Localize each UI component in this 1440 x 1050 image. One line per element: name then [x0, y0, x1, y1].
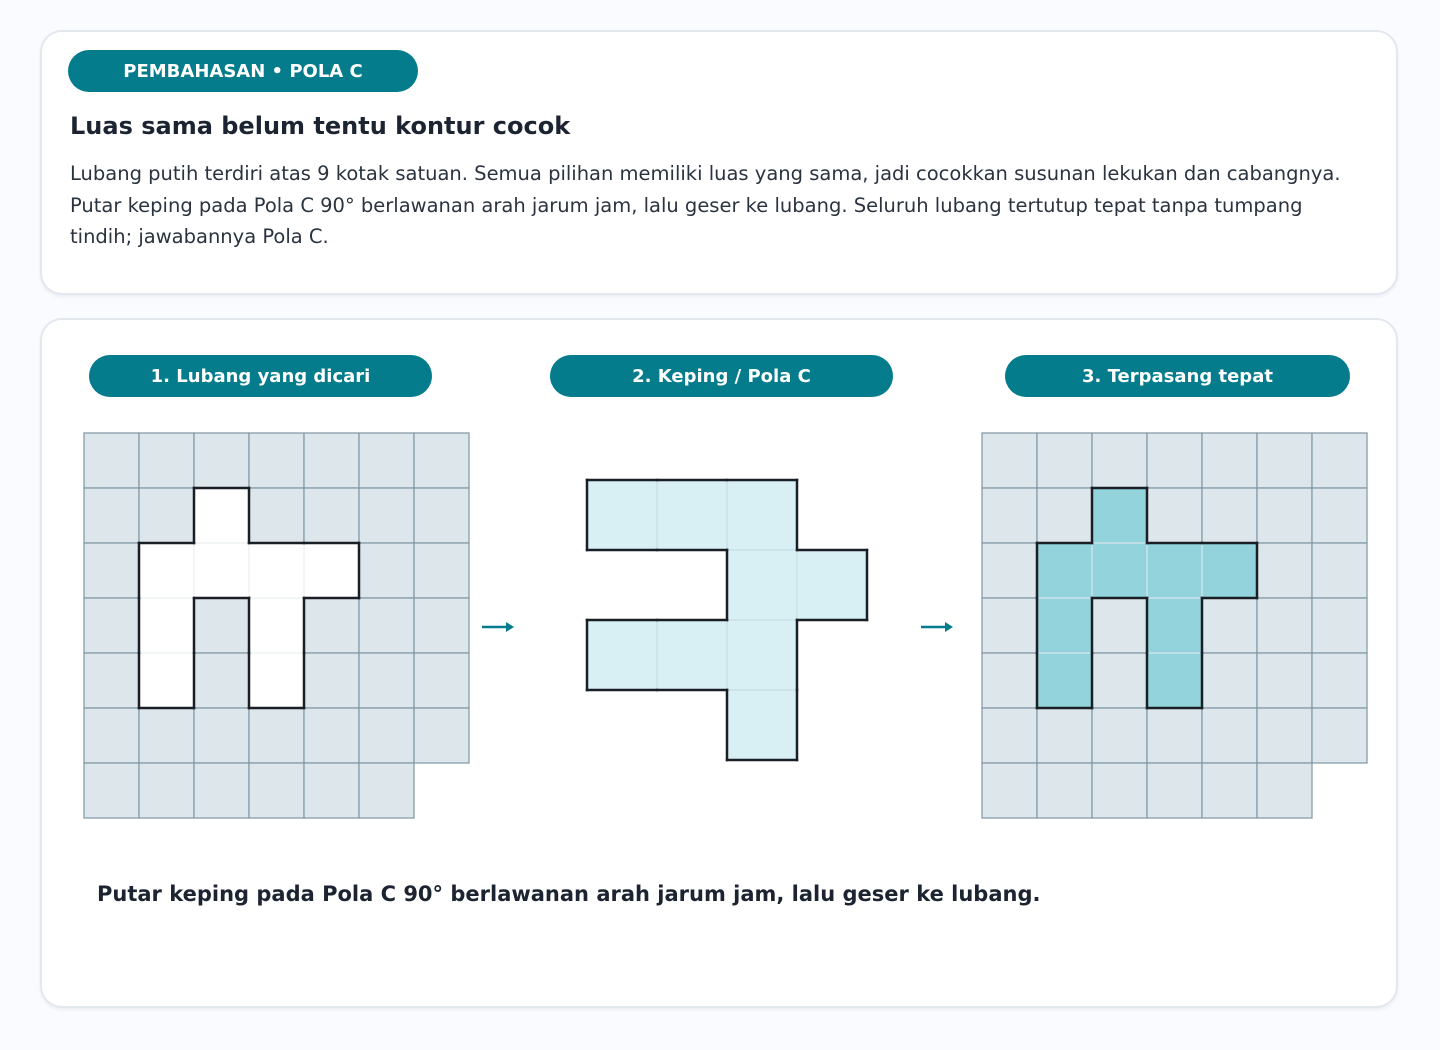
fitted-board: [982, 433, 1367, 818]
piece-cell: [587, 620, 657, 690]
hole-cell: [139, 653, 194, 708]
board-cell: [414, 598, 469, 653]
puzzle-diagram: [42, 320, 1398, 840]
board-cell: [194, 708, 249, 763]
board-cell: [359, 488, 414, 543]
step-label-fitted: 3. Terpasang tepat: [1005, 355, 1350, 397]
board-cell: [414, 433, 469, 488]
hole-board: [84, 433, 469, 818]
board-cell: [1312, 488, 1367, 543]
board-cell: [1202, 763, 1257, 818]
board-cell: [249, 763, 304, 818]
board-cell: [249, 488, 304, 543]
board-cell: [1312, 653, 1367, 708]
explanation-text: Lubang putih terdiri atas 9 kotak satuan. Semua pilihan memiliki luas yang sama, jadi cocokkan susunan lekukan dan cabangnya. Putar keping pada Pola C 90° berlawanan arah jarum jam, lalu geser ke lubang. Seluruh lubang tertutup tepat tanpa tumpang tindih; jawabannya Pola C.: [70, 162, 1341, 248]
fitted-cell: [1147, 598, 1202, 653]
piece-cell: [587, 480, 657, 550]
board-cell: [1257, 488, 1312, 543]
board-cell: [139, 708, 194, 763]
board-cell: [139, 763, 194, 818]
board-cell: [84, 598, 139, 653]
hole-cell: [139, 598, 194, 653]
fitted-cell: [1092, 543, 1147, 598]
board-cell: [1037, 763, 1092, 818]
board-cell: [1092, 708, 1147, 763]
board-cell: [304, 598, 359, 653]
board-cell: [1257, 708, 1312, 763]
diagram-card: [40, 318, 1398, 1008]
hole-cell: [139, 543, 194, 598]
arrow-right-icon: [921, 622, 953, 632]
board-cell: [1257, 653, 1312, 708]
board-cell: [1257, 763, 1312, 818]
section-tag: PEMBAHASAN • POLA C: [68, 50, 418, 92]
board-cell: [194, 598, 249, 653]
hole-cell: [249, 598, 304, 653]
fitted-cell: [1037, 653, 1092, 708]
board-cell: [1092, 598, 1147, 653]
arrow-right-icon: [482, 622, 514, 632]
board-cell: [194, 433, 249, 488]
board-cell: [359, 708, 414, 763]
hole-cell: [194, 543, 249, 598]
hole-cell: [249, 543, 304, 598]
hole-cell: [304, 543, 359, 598]
piece-cell: [727, 620, 797, 690]
board-cell: [1037, 708, 1092, 763]
hole-cell: [249, 653, 304, 708]
fitted-cell: [1147, 653, 1202, 708]
board-cell: [84, 543, 139, 598]
board-cell: [249, 708, 304, 763]
board-cell: [1202, 488, 1257, 543]
board-cell: [304, 488, 359, 543]
fitted-cell: [1037, 598, 1092, 653]
board-cell: [1312, 598, 1367, 653]
board-cell: [194, 653, 249, 708]
board-cell: [1257, 598, 1312, 653]
board-cell: [982, 543, 1037, 598]
piece-cell: [657, 480, 727, 550]
step-label-hole: 1. Lubang yang dicari: [89, 355, 432, 397]
piece-cell: [797, 550, 867, 620]
piece-pola-c: [587, 480, 867, 760]
explanation-card: [40, 30, 1398, 295]
board-cell: [982, 488, 1037, 543]
piece-cell: [727, 480, 797, 550]
rotation-instruction: Putar keping pada Pola C 90° berlawanan arah jarum jam, lalu geser ke lubang.: [97, 882, 1041, 906]
board-cell: [1037, 433, 1092, 488]
board-cell: [1202, 653, 1257, 708]
fitted-cell: [1147, 543, 1202, 598]
board-cell: [1092, 433, 1147, 488]
board-cell: [1312, 708, 1367, 763]
board-cell: [414, 708, 469, 763]
board-cell: [1202, 598, 1257, 653]
board-cell: [1147, 433, 1202, 488]
board-cell: [249, 433, 304, 488]
board-cell: [414, 488, 469, 543]
piece-cell: [727, 690, 797, 760]
board-cell: [1092, 653, 1147, 708]
board-cell: [982, 653, 1037, 708]
board-cell: [359, 653, 414, 708]
board-cell: [304, 763, 359, 818]
board-cell: [1202, 708, 1257, 763]
board-cell: [359, 433, 414, 488]
board-cell: [139, 488, 194, 543]
fitted-cell: [1092, 488, 1147, 543]
board-cell: [1037, 488, 1092, 543]
board-cell: [1312, 433, 1367, 488]
board-cell: [414, 543, 469, 598]
board-cell: [194, 763, 249, 818]
piece-cell: [727, 550, 797, 620]
board-cell: [304, 433, 359, 488]
board-cell: [982, 708, 1037, 763]
explanation-title: Luas sama belum tentu kontur cocok: [70, 112, 571, 140]
board-cell: [359, 543, 414, 598]
board-cell: [982, 433, 1037, 488]
board-cell: [139, 433, 194, 488]
board-cell: [84, 433, 139, 488]
board-cell: [304, 708, 359, 763]
board-cell: [982, 763, 1037, 818]
board-cell: [982, 598, 1037, 653]
board-cell: [84, 488, 139, 543]
board-cell: [359, 598, 414, 653]
board-cell: [1202, 433, 1257, 488]
fitted-cell: [1202, 543, 1257, 598]
step-label-piece: 2. Keping / Pola C: [550, 355, 893, 397]
board-cell: [1147, 488, 1202, 543]
board-cell: [1092, 763, 1147, 818]
board-cell: [84, 708, 139, 763]
board-cell: [1257, 433, 1312, 488]
board-cell: [1312, 543, 1367, 598]
board-cell: [1257, 543, 1312, 598]
board-cell: [1147, 708, 1202, 763]
hole-cell: [194, 488, 249, 543]
board-cell: [304, 653, 359, 708]
board-cell: [1147, 763, 1202, 818]
fitted-cell: [1037, 543, 1092, 598]
board-cell: [414, 653, 469, 708]
piece-cell: [657, 620, 727, 690]
board-cell: [84, 653, 139, 708]
board-cell: [84, 763, 139, 818]
board-cell: [359, 763, 414, 818]
